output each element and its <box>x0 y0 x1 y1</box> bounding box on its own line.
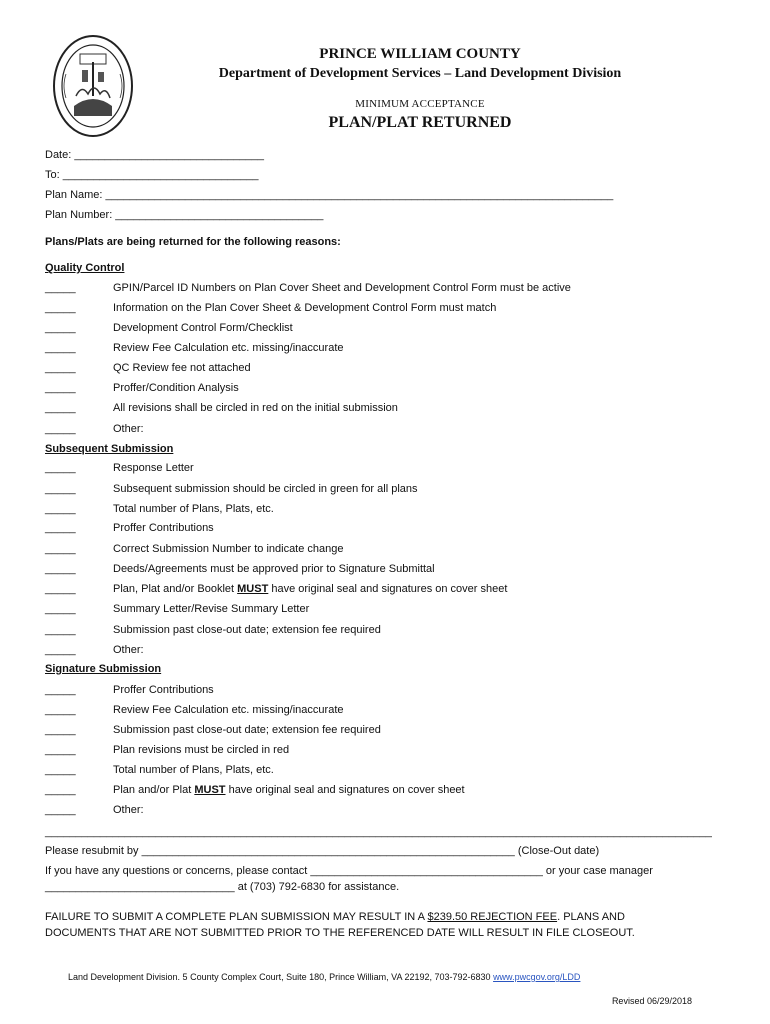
list-item <box>45 402 725 416</box>
case-manager-field[interactable]: _______________________________ at (703) 792-6830 for assistance. <box>45 881 400 893</box>
list-item <box>45 744 725 758</box>
checkbox-blank[interactable]: _____ <box>45 423 76 435</box>
item-label: Development Control Form/Checklist <box>113 322 293 334</box>
item-label: Other: <box>113 423 144 435</box>
list-item <box>45 704 725 718</box>
list-item <box>45 624 725 638</box>
checkbox-blank[interactable]: _____ <box>45 603 76 615</box>
item-label: Submission past close-out date; extension fee required <box>113 724 381 736</box>
checkbox-blank[interactable]: _____ <box>45 282 76 294</box>
item-label: Plan and/or Plat MUST have original seal and signatures on cover sheet <box>113 784 465 796</box>
county-name: PRINCE WILLIAM COUNTY <box>319 46 521 62</box>
footer-address: Land Development Division. 5 County Complex Court, Suite 180, Prince William, VA 22192, 703-792-6830 www.pwcgov.org/LDD <box>68 972 581 982</box>
divider-line: _____________________________________________________________________________________________________________ <box>45 826 712 838</box>
item-label: QC Review fee not attached <box>113 362 251 374</box>
list-item <box>45 784 725 798</box>
item-label: Proffer Contributions <box>113 684 214 696</box>
list-item <box>45 503 725 517</box>
checkbox-blank[interactable]: _____ <box>45 362 76 374</box>
checkbox-blank[interactable]: _____ <box>45 784 76 796</box>
checkbox-blank[interactable]: _____ <box>45 543 76 555</box>
contact-field[interactable]: If you have any questions or concerns, please contact ______________________________________ or your case manager <box>45 865 653 877</box>
item-label: Plan revisions must be circled in red <box>113 744 290 756</box>
checkbox-blank[interactable]: _____ <box>45 503 76 515</box>
plan-number-field[interactable]: Plan Number: __________________________________ <box>45 209 324 221</box>
checkbox-blank[interactable]: _____ <box>45 462 76 474</box>
item-label: Response Letter <box>113 462 194 474</box>
item-label: Total number of Plans, Plats, etc. <box>113 764 274 776</box>
list-item <box>45 342 725 356</box>
item-label: Summary Letter/Revise Summary Letter <box>113 603 310 615</box>
item-label: Review Fee Calculation etc. missing/inaccurate <box>113 704 344 716</box>
list-item <box>45 483 725 497</box>
list-item <box>45 362 725 376</box>
checkbox-blank[interactable]: _____ <box>45 624 76 636</box>
checkbox-blank[interactable]: _____ <box>45 302 76 314</box>
list-item <box>45 543 725 557</box>
to-field[interactable]: To: ________________________________ <box>45 169 259 181</box>
list-item <box>45 522 725 536</box>
list-item <box>45 462 725 476</box>
form-title: PLAN/PLAT RETURNED <box>328 114 512 131</box>
item-label: Information on the Plan Cover Sheet & Development Control Form must match <box>113 302 497 314</box>
item-label: Other: <box>113 804 144 816</box>
checkbox-blank[interactable]: _____ <box>45 522 76 534</box>
list-item <box>45 583 725 597</box>
checkbox-blank[interactable]: _____ <box>45 402 76 414</box>
quality-control-heading: Quality Control <box>45 262 125 274</box>
item-label: Proffer/Condition Analysis <box>113 382 239 394</box>
item-label: GPIN/Parcel ID Numbers on Plan Cover Sheet and Development Control Form must be active <box>113 282 571 294</box>
checkbox-blank[interactable]: _____ <box>45 583 76 595</box>
item-label: Subsequent submission should be circled in green for all plans <box>113 483 418 495</box>
list-item <box>45 322 725 336</box>
list-item <box>45 644 725 658</box>
county-seal <box>52 34 134 138</box>
checkbox-blank[interactable]: _____ <box>45 342 76 354</box>
checkbox-blank[interactable]: _____ <box>45 804 76 816</box>
list-item <box>45 764 725 778</box>
checkbox-blank[interactable]: _____ <box>45 724 76 736</box>
item-label: Proffer Contributions <box>113 522 214 534</box>
list-item <box>45 563 725 577</box>
list-item <box>45 603 725 617</box>
checkbox-blank[interactable]: _____ <box>45 684 76 696</box>
item-label: All revisions shall be circled in red on the initial submission <box>113 402 398 414</box>
list-item <box>45 684 725 698</box>
reasons-intro: Plans/Plats are being returned for the following reasons: <box>45 236 341 248</box>
rejection-fee: $239.50 REJECTION FEE <box>427 911 558 923</box>
item-label: Other: <box>113 644 144 656</box>
form-subtitle: MINIMUM ACCEPTANCE <box>355 98 485 110</box>
checkbox-blank[interactable]: _____ <box>45 704 76 716</box>
signature-submission-heading: Signature Submission <box>45 663 162 675</box>
website-link[interactable]: www.pwcgov.org/LDD <box>493 972 581 982</box>
department-name: Department of Development Services – Land Development Division <box>218 66 622 81</box>
revision-date: Revised 06/29/2018 <box>611 996 692 1006</box>
item-label: Total number of Plans, Plats, etc. <box>113 503 274 515</box>
checkbox-blank[interactable]: _____ <box>45 764 76 776</box>
item-label: Deeds/Agreements must be approved prior to Signature Submittal <box>113 563 435 575</box>
checkbox-blank[interactable]: _____ <box>45 563 76 575</box>
subsequent-submission-heading: Subsequent Submission <box>45 443 174 455</box>
checkbox-blank[interactable]: _____ <box>45 744 76 756</box>
list-item <box>45 282 725 296</box>
list-item <box>45 804 725 818</box>
checkbox-blank[interactable]: _____ <box>45 483 76 495</box>
checkbox-blank[interactable]: _____ <box>45 644 76 656</box>
list-item <box>45 382 725 396</box>
resubmit-by-field[interactable]: Please resubmit by _____________________________________________________________ (Close-Out date) <box>45 845 600 857</box>
failure-notice: FAILURE TO SUBMIT A COMPLETE PLAN SUBMISSION MAY RESULT IN A $239.50 REJECTION FEE. PLANS AND DOCUMENTS THAT ARE NOT SUBMITTED PRIOR TO THE REFERENCED DATE WILL RESULT IN FILE CLOSEOUT. <box>45 911 635 939</box>
date-field[interactable]: Date: _______________________________ <box>45 149 264 161</box>
checkbox-blank[interactable]: _____ <box>45 322 76 334</box>
plan-name-field[interactable]: Plan Name: ___________________________________________________________________________________ <box>45 189 614 201</box>
item-label: Review Fee Calculation etc. missing/inaccurate <box>113 342 344 354</box>
checkbox-blank[interactable]: _____ <box>45 382 76 394</box>
list-item <box>45 423 725 437</box>
item-label: Correct Submission Number to indicate change <box>113 543 344 555</box>
item-label: Submission past close-out date; extension fee required <box>113 624 381 636</box>
item-label: Plan, Plat and/or Booklet MUST have original seal and signatures on cover sheet <box>113 583 508 595</box>
list-item <box>45 724 725 738</box>
list-item <box>45 302 725 316</box>
